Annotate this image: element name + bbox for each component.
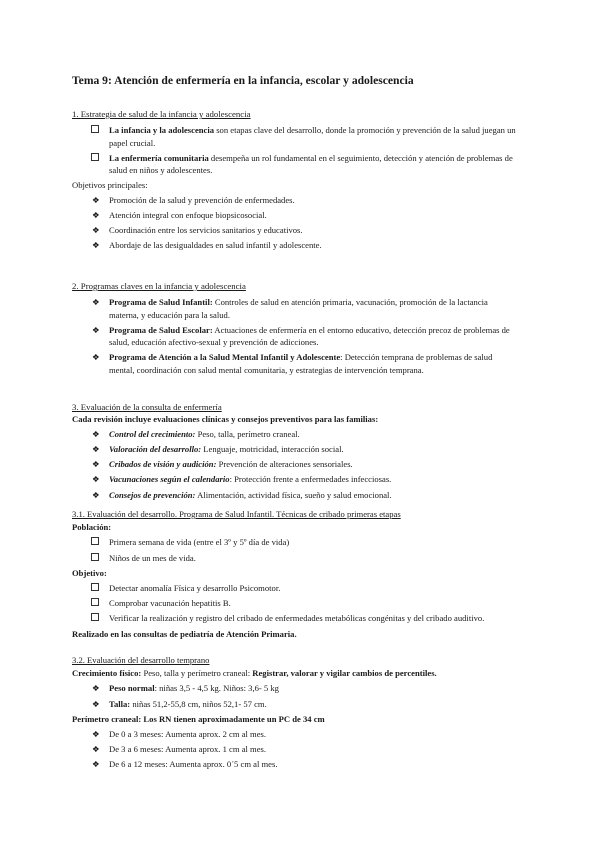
diamond-bullet-icon: ❖ [92,698,100,709]
list-item: ❖ Programa de Atención a la Salud Mental Infantil y Adolescente: Detección temprana de problemas de salud mental, coordinación con salud mental comunitaria, y estrategias de intervención temprana. [92,352,493,375]
list-item: ❖ De 6 a 12 meses: Aumenta aprox. 0´5 cm al mes. [92,759,278,770]
diamond-bullet-icon: ❖ [92,459,100,470]
poblacion-list [72,536,518,563]
section-1-heading: 1. Estrategia de salud de la infancia y adolescencia [72,109,251,119]
section-2-heading: 2. Programas claves en la infancia y adolescencia [72,281,246,291]
list-item: Comprobar vacunación hepatitis B. [72,597,518,609]
list-item: ❖ Atención integral con enfoque biopsicosocial. [92,209,267,220]
diamond-bullet-icon: ❖ [92,352,100,363]
section-1-checklist [72,124,518,176]
checkbox-icon [91,598,99,606]
diamond-bullet-icon: ❖ [92,324,100,335]
list-item: ❖ Coordinación entre los servicios sanitarios y educativos. [92,224,303,235]
list-item: ❖ Vacunaciones según el calendario: Protección frente a enfermedades infecciosas. [92,474,392,485]
section-3-1-heading: 3.1. Evaluación del desarrollo. Programa de Salud Infantil. Técnicas de cribado primeras etapas [72,509,401,519]
diamond-bullet-icon: ❖ [92,759,100,770]
list-item: ❖ Promoción de la salud y prevención de enfermedades. [92,194,295,205]
diamond-bullet-icon: ❖ [92,474,100,485]
realizado-note: Realizado en las consultas de pediatría de Atención Primaria. [72,628,297,639]
diamond-bullet-icon: ❖ [92,729,100,740]
section-3-heading: 3. Evaluación de la consulta de enfermería [72,402,222,412]
programs-list [72,296,518,375]
evaluation-list [72,428,518,501]
list-item: La infancia y la adolescencia son etapas clave del desarrollo, donde la promoción y prevención de la salud juegan un papel crucial. [72,124,518,148]
list-item: Primera semana de vida (entre el 3º y 5º día de vida) [72,536,518,548]
diamond-bullet-icon: ❖ [92,194,100,205]
crecimiento-list [72,682,518,709]
section-3-2 [72,654,518,774]
diamond-bullet-icon: ❖ [92,209,100,220]
section-1 [72,108,518,254]
list-item: Verificar la realización y registro del cribado de enfermedades metabólicas congénitas y del cribado auditivo. [72,612,518,624]
checkbox-icon [91,613,99,621]
list-item: ❖ Consejos de prevención: Alimentación, actividad física, sueño y salud emocional. [92,489,392,500]
diamond-bullet-icon: ❖ [92,240,100,251]
diamond-bullet-icon: ❖ [92,297,100,308]
checkbox-icon [91,583,99,591]
checkbox-icon [91,537,99,545]
objetivo-list [72,582,518,625]
list-item: ❖ Peso normal: niñas 3,5 - 4,5 kg. Niños: 3,6- 5 kg [92,683,279,694]
checkbox-icon [91,553,99,561]
checkbox-icon [91,125,99,133]
diamond-bullet-icon: ❖ [92,744,100,755]
section-2 [72,280,518,379]
list-item: ❖ Programa de Salud Escolar: Actuaciones de enfermería en el entorno educativo, detección precoz de problemas de salud, educación afectivo-sexual y prevención de adicciones. [92,324,510,348]
diamond-bullet-icon: ❖ [92,443,100,454]
diamond-bullet-icon: ❖ [92,683,100,694]
diamond-bullet-icon: ❖ [92,489,100,500]
poblacion-label: Población: [72,522,112,533]
list-item: ❖ Programa de Salud Infantil: Controles de salud en atención primaria, vacunación, promoción de la lactancia materna, y educación para la salud. [92,297,488,320]
section-3-intro: Cada revisión incluye evaluaciones clínicas y consejos preventivos para las familias: [72,414,379,425]
perimetro-list [72,728,518,771]
perimetro-label: Perímetro craneal: Los RN tienen aproximadamente un PC de 34 cm [72,713,325,724]
list-item: ❖ De 3 a 6 meses: Aumenta aprox. 1 cm al mes. [92,744,267,755]
list-item: ❖ Control del crecimiento: Peso, talla, perímetro craneal. [92,428,300,439]
list-item: La enfermería comunitaria desempeña un rol fundamental en el seguimiento, detección y atención de problemas de salud en niños y adolescentes. [72,152,518,176]
list-item: ❖ Cribados de visión y audición: Prevención de alteraciones sensoriales. [92,459,353,470]
list-item: ❖ Talla: niñas 51,2-55,8 cm, niños 52,1- 57 cm. [92,698,267,709]
objectives-label: Objetivos principales: [72,180,148,191]
section-3-1 [72,508,518,640]
section-3-2-heading: 3.2. Evaluación del desarrollo temprano [72,655,210,665]
list-item: ❖ Abordaje de las desigualdades en salud infantil y adolescente. [92,240,322,251]
diamond-bullet-icon: ❖ [92,224,100,235]
list-item: Niños de un mes de vida. [72,552,518,564]
page-title: Tema 9: Atención de enfermería en la infancia, escolar y adolescencia [72,74,414,87]
checkbox-icon [91,153,99,161]
objectives-list [72,194,518,252]
crecimiento-line: Crecimiento físico: Peso, talla y perímetro craneal: Registrar, valorar y vigilar cambios de percentiles. [72,668,437,679]
list-item: ❖ Valoración del desarrollo: Lenguaje, motricidad, interacción social. [92,443,344,454]
list-item: ❖ De 0 a 3 meses: Aumenta aprox. 2 cm al mes. [92,729,267,740]
diamond-bullet-icon: ❖ [92,428,100,439]
list-item: Detectar anomalía Física y desarrollo Psicomotor. [72,582,518,594]
objetivo-label: Objetivo: [72,567,107,578]
section-3 [72,401,518,504]
